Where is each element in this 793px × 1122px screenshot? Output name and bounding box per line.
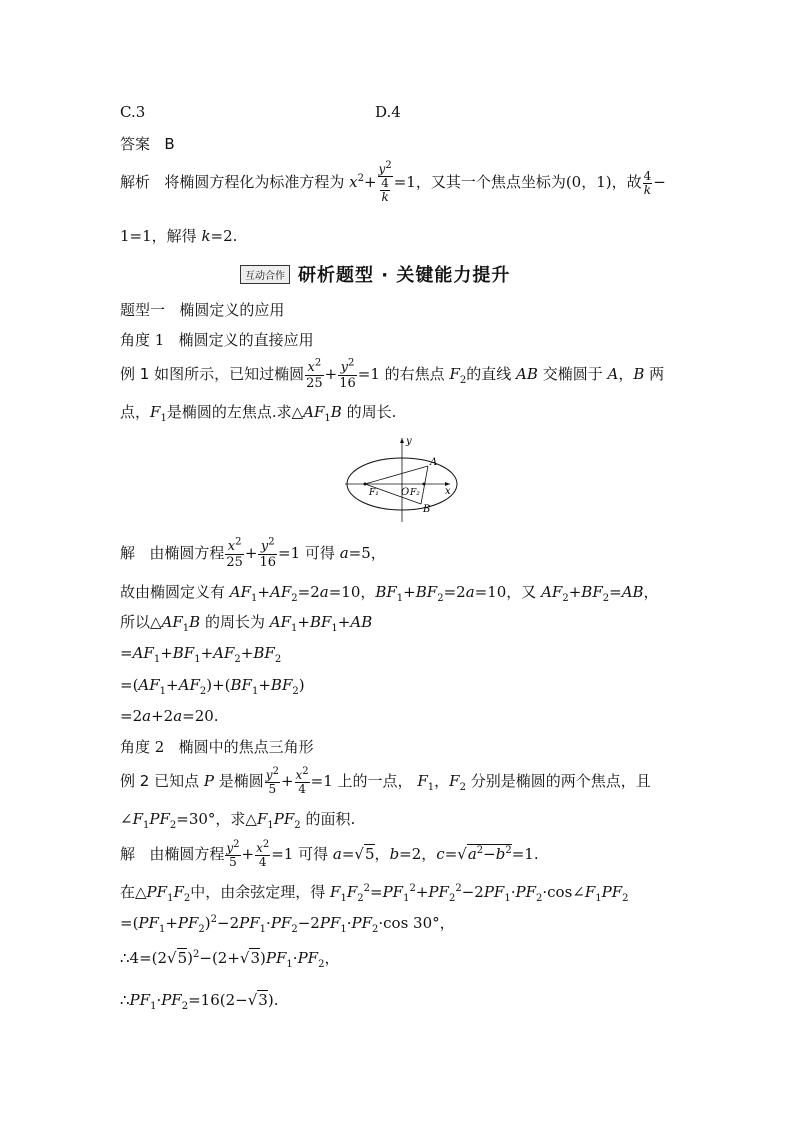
label-F1: F₁ [369, 488, 379, 498]
analysis-var-k: k [201, 227, 211, 245]
label-A: A [430, 457, 438, 468]
type1-line [120, 300, 284, 320]
sol1-label: 解 [120, 544, 136, 562]
sol1-line2-a: 故由椭圆定义有 [120, 583, 226, 601]
section-heading [240, 262, 510, 286]
ex2-text-1: 已知点 [154, 772, 200, 790]
angle1-line [120, 330, 314, 350]
analysis-text-1: 将椭圆方程化为标准方程为 [164, 173, 345, 191]
option-d: D.4 [375, 103, 401, 121]
sol2-line-3: $=(PF_1+PF_2)^2-2PF_1\cdot PF_2-2PF_1\cdot PF_2\cdot\cos$ 30°， [120, 914, 455, 935]
sol1-line-4: $=AF_1+BF_1+AF_2+BF_2$ [120, 644, 282, 665]
sol2-line2-a: 在△ [120, 883, 147, 901]
ex2-line2-a: =30°，求△ [176, 810, 257, 828]
x-axis-label: x [445, 486, 451, 497]
sol1-line-6: =2a+2a=20. [120, 707, 219, 725]
label-B: B [423, 504, 431, 515]
label-F2: F₂ [410, 488, 420, 498]
ex1-label: 例 1 [120, 365, 150, 383]
sol2-line-1: 解 由椭圆方程 $\frac{y^2}{5}$ + $\frac{x^2}{4}$ =1 可得 a=√5，b=2，$c=√a^2-b^2=1$. [120, 838, 539, 869]
sol2-line-4: $\therefore 4=(2√5)^2-(2+√3)PF_1\cdot PF_2$， [120, 949, 340, 970]
sol1-line-2: 故由椭圆定义有 $AF_1+AF_2=2a=10$，$BF_1+BF_2=2a=10$，又 $AF_2+BF_2=AB$， [120, 583, 659, 604]
section-tag: 互动合作 [240, 265, 290, 284]
ex2-label: 例 2 [120, 772, 150, 790]
ex1-text-1: 如图所示，已知过椭圆 [154, 365, 305, 383]
point-F2 [423, 483, 426, 486]
sol2-text-1: 由椭圆方程 [149, 845, 225, 863]
angle1-label: 角度 1 [120, 331, 165, 349]
fraction-4-over-k: $\frac{4}{k}$ [643, 168, 652, 197]
sol1-line-1: 解 由椭圆方程 $\frac{x^2}{25}$ + $\frac{y^2}{16}$ =1 可得 a=5， [120, 536, 386, 570]
ex1-line2-a: 点， [120, 403, 151, 421]
sol1-line2-b: ，又 [506, 583, 537, 601]
sol2-line-5: $\therefore PF_1\cdot PF_2=16(2-√3)$. [120, 991, 279, 1012]
fraction-y2-over-4k: $\frac{y^2}{\frac{4}{k}}$ [378, 159, 392, 204]
point-F1 [364, 483, 367, 486]
type1-title: 椭圆定义的应用 [179, 301, 285, 319]
analysis-line-1: 解析 将椭圆方程化为标准方程为 $x^2+$ $\frac{y^2}{\frac{4}{k}}$ =1，又其一个焦点坐标为(0，1)，故 $\frac{4}{k}$ − [120, 159, 666, 204]
ex1-line-2: 点，$F_1$是椭圆的左焦点.求$\triangle AF_1B$ 的周长. [120, 403, 397, 424]
answer-label: 答案 [120, 135, 151, 153]
ex1-line2-c: 的周长. [346, 403, 397, 421]
analysis-text-2: =1，又其一个焦点坐标为(0，1)，故 [393, 173, 642, 191]
angle1-title: 椭圆定义的直接应用 [178, 331, 314, 349]
section-title: 研析题型 · 关键能力提升 [298, 265, 511, 286]
sol2-line2-b: 中，由余弦定理，得 [190, 883, 326, 901]
sol1-text-2: =1 可得 [278, 544, 335, 562]
ex2-text-2: 是椭圆 [218, 772, 264, 790]
option-c: C.3 [120, 103, 146, 121]
angle2-line [120, 737, 314, 757]
ex2-line-1: 例 2 已知点 P 是椭圆 $\frac{y^2}{5}$ + $\frac{x^2}{4}$ =1 上的一点， $F_1$，$F_2$ 分别是椭圆的两个焦点，且 [120, 765, 651, 796]
sol2-line-2: 在$\triangle PF_1F_2$中，由余弦定理，得 $F_1F_2^2=PF_1^2+PF_2^2-2PF_1\cdot PF_2\cdot\cos\angle F_1PF_2$ [120, 883, 629, 904]
answer-value: B [164, 135, 175, 153]
sol2-label: 解 [120, 845, 136, 863]
ex2-text-4: 分别是椭圆的两个焦点，且 [470, 772, 651, 790]
ex2-text-3: =1 上的一点， [310, 772, 413, 790]
sol1-line-3: 所以$\triangle AF_1B$ 的周长为 $AF_1+BF_1+AB$ [120, 613, 373, 634]
sol1-line-5: $=(AF_1+AF_2)+(BF_1+BF_2)$ [120, 676, 305, 697]
analysis-line-2 [120, 226, 237, 246]
analysis-text-3: 1=1，解得 [120, 227, 197, 245]
ex1-text-2: =1 的右焦点 [357, 365, 445, 383]
answer-line [120, 134, 175, 154]
angle2-label: 角度 2 [120, 738, 165, 756]
analysis-label: 解析 [120, 173, 151, 191]
ex1-text-3: 的直线 [466, 365, 512, 383]
type1-label: 题型一 [120, 301, 166, 319]
ex2-line-2: $\angle F_1PF_2=30^\circ$，求$\triangle F_1PF_2$ 的面积. [120, 810, 356, 831]
ex2-line2-b: 的面积. [305, 810, 356, 828]
sol2-text-2: =1 可得 [271, 845, 329, 863]
sol1-text-1: 由椭圆方程 [149, 544, 225, 562]
sol1-line3-a: 所以△ [120, 613, 162, 631]
angle2-title: 椭圆中的焦点三角形 [178, 738, 314, 756]
ellipse-figure [335, 432, 465, 527]
ex1-line-1: 例 1 如图所示，已知过椭圆 $\frac{x^2}{25}$ + $\frac{y^2}{16}$ =1 的右焦点 $F_2$的直线 AB 交椭圆于 A，B 两 [120, 357, 665, 391]
analysis-text-3c: =2. [210, 227, 238, 245]
ex1-text-4: 交椭圆于 [542, 365, 603, 383]
ex1-text-5: 两 [649, 365, 665, 383]
sol1-line3-b: 的周长为 [204, 613, 265, 631]
y-axis-arrow [400, 438, 404, 443]
label-O: O [401, 487, 410, 498]
ex1-line2-b: 是椭圆的左焦点.求△ [166, 403, 304, 421]
segment-F1A [365, 466, 428, 484]
y-axis-label: y [406, 436, 412, 447]
